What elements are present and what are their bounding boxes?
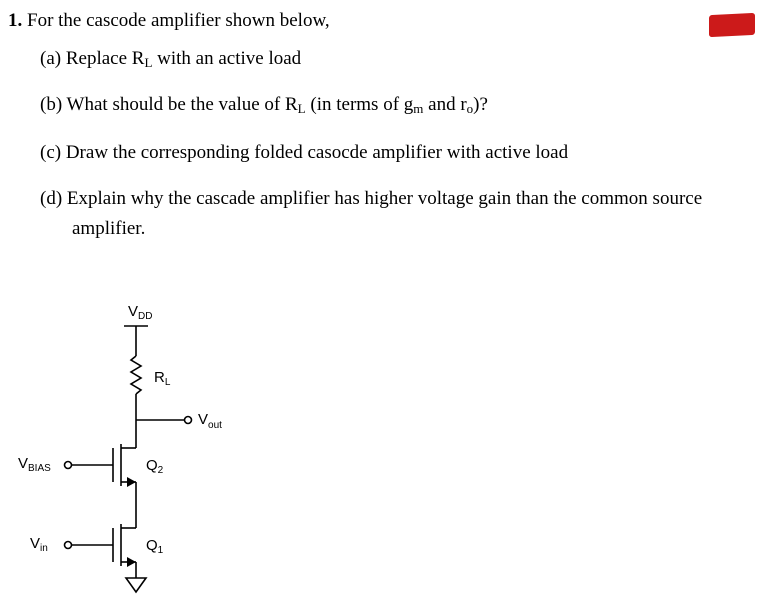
part-b-prefix: (b) What should be the value of R	[40, 94, 298, 115]
rl-label: $R_L$	[154, 369, 171, 388]
part-b-suffix: )?	[473, 94, 488, 115]
part-b-sub-m: m	[413, 101, 424, 116]
part-d-line2: amplifier.	[72, 218, 146, 239]
vin-terminal	[65, 542, 72, 549]
vbias-label: $V_{BIAS}$	[18, 455, 51, 474]
q1-label: $Q_1$	[146, 537, 164, 556]
rl-resistor	[131, 356, 141, 394]
part-b-sub-rl: L	[297, 101, 306, 116]
part-a-sub: L	[144, 55, 153, 70]
q2-source-arrow	[127, 477, 136, 487]
part-b-sub-o: o	[466, 101, 474, 116]
q1-source-arrow	[127, 557, 136, 567]
vout-terminal	[185, 417, 192, 424]
part-a-prefix: (a) Replace R	[40, 48, 145, 69]
part-a-suffix: with an active load	[152, 48, 302, 69]
vdd-label: $V_{DD}$	[128, 303, 153, 322]
part-b-mid1: (in terms of g	[305, 94, 414, 115]
part-b-mid2: and r	[423, 94, 467, 115]
question-number: 1.	[8, 10, 23, 31]
q2-label: $Q_2$	[146, 457, 164, 476]
vin-label: $V_{in}$	[30, 535, 48, 554]
part-d-line1: (d) Explain why the cascade amplifier has higher voltage gain than the common source	[40, 188, 703, 209]
vbias-terminal	[65, 462, 72, 469]
part-c-text: (c) Draw the corresponding folded casocde amplifier with active load	[40, 142, 569, 163]
ground-symbol	[126, 578, 146, 592]
vout-label: $V_{out}$	[198, 411, 222, 431]
question-prompt: For the cascode amplifier shown below,	[27, 10, 330, 31]
